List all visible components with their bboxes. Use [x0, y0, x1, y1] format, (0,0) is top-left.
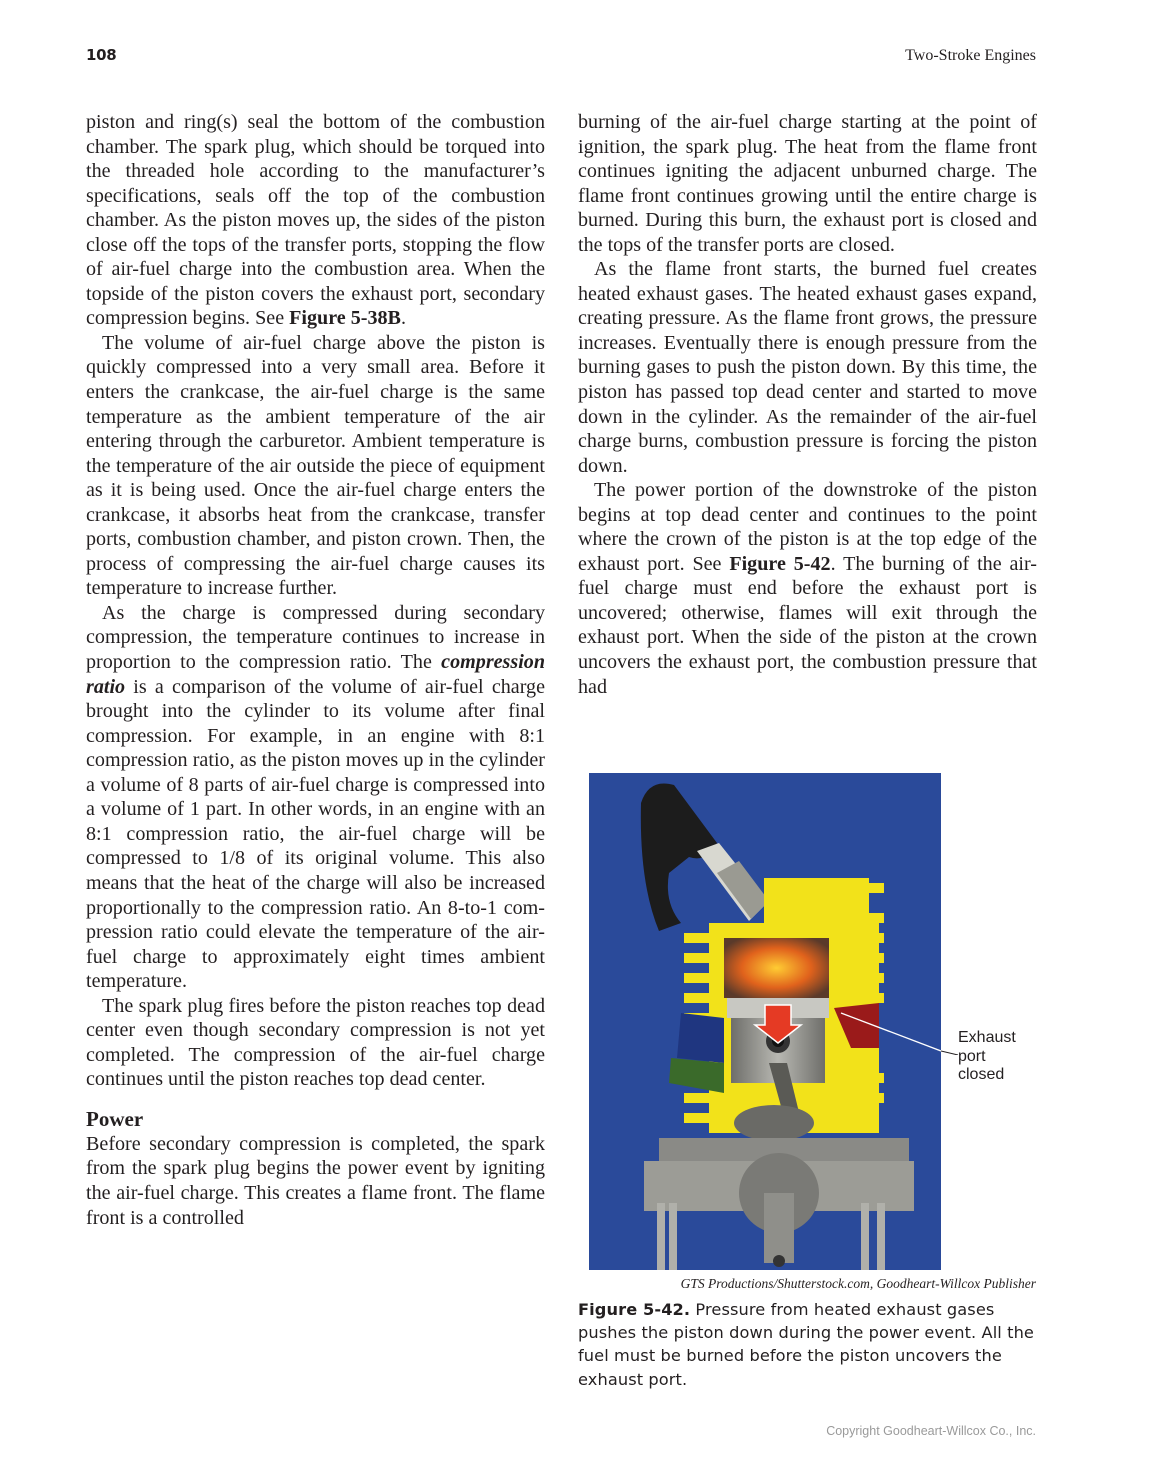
paragraph: piston and ring(s) seal the bottom of the combustion chamber. The spark plug, which should be torqued into the threaded hole according to the manufacturer’s specifications, seals off the top of the combustion chamber. As the piston moves up, the sides of the piston close off the tops of the transfer ports, stopping the flow of air-fuel charge into the combustion area. When the topside of the piston covers the exhaust port, secondary compression begins. See Figure 5-38B.: [86, 111, 545, 330]
paragraph: The volume of air-fuel charge above the piston is quickly compressed into a very small area. Before it enters the crankcase, the air-fuel charge is the same temperature as the ambient temperature of the air entering through the carburetor. Ambient temperature is the temperature of the air outside the piece of equipment as it is being used. Once the air-fuel charge enters the crankcase, it absorbs heat from the crankcase, transfer ports, combustion chamber, and piston crown. Then, the process of compressing the air-fuel charge causes its temperature to increase further.: [86, 331, 545, 600]
paragraph: The spark plug fires before the piston reaches top dead center even though secondary compression is not yet completed. The compression of the air-fuel charge continues until the piston reaches top dead center.: [86, 994, 545, 1091]
callout-leader-line: [941, 1045, 959, 1055]
running-head: Two-Stroke Engines: [905, 47, 1036, 64]
paragraph: burning of the air-fuel charge starting at the point of ignition, the spark plug. The heat from the flame front continues igniting the adjacent unburned charge. The flame front continues growing until the entire charge is burned. During this burn, the exhaust port is closed and the tops of the transfer ports are closed.: [578, 111, 1037, 256]
figure-label: Figure 5-42.: [578, 1300, 691, 1319]
key-term: compression ratio: [86, 651, 545, 698]
paragraph: Before secondary compression is completed, the spark from the spark plug begins the power event by igniting the air-fuel charge. This creates a flame front. The flame front is a controlled: [86, 1132, 545, 1229]
paragraph: The power portion of the downstroke of the piston begins at top dead center and continues to the point where the crown of the piston is at the top edge of the exhaust port. See Figure 5-42. The burning of the air-fuel charge must end before the exhaust port is uncovered; otherwise, flames will exit through the exhaust port. When the side of the piston at the crown uncovers the exhaust port, the combustion pressure that had: [578, 479, 1037, 698]
figure-reference: Figure 5-38B: [289, 307, 401, 330]
photo-credit: GTS Productions/Shutterstock.com, Goodheart-Willcox Publisher: [680, 1276, 1036, 1291]
page-number: 108: [86, 46, 117, 64]
section-heading: Power: [86, 1106, 144, 1131]
paragraph: As the flame front starts, the burned fuel creates heated exhaust gases. The heated exhaust gases expand, creating pressure. As the flame front grows, the pressure increases. Eventually there is enough pressure from the burning gases to push the piston down. By this time, the piston has passed top dead center and started to move down in the cylinder. As the remainder of the air-fuel charge burns, combustion pressure is forcing the piston down.: [578, 258, 1037, 477]
left-column: [86, 110, 545, 1230]
figure-reference: Figure 5-42: [729, 552, 831, 575]
engine-cutaway-photo: [589, 773, 941, 1270]
paragraph: As the charge is compressed during secondary compression, the temperature continues to increase in proportion to the compression ratio. The compression ratio is a comparison of the volume of air-fuel charge brought into the cylinder to its volume after final compression. For example, in an engine with 8:1 compression ratio, as the piston moves up in the cylinder a volume of 8 parts of air-fuel charge is compressed into a volume of 1 part. In other words, in an engine with an 8:1 compression ratio, the air-fuel charge will be compressed to 1/8 of its original volume. This also means that the heat of the charge will also be increased proportionally to the compression ratio. An 8-to-1 compression ratio could elevate the temperature of the air-fuel charge to approximately eight times ambient temperature.: [86, 601, 545, 993]
right-column: [578, 110, 1037, 699]
copyright-notice: Copyright Goodheart-Willcox Co., Inc.: [826, 1424, 1036, 1438]
figure-caption: Figure 5-42. Pressure from heated exhaust gases pushes the piston down during the power event. All the fuel must be burned before the piston uncovers the exhaust port.: [578, 1300, 1034, 1389]
exhaust-port-callout: Exhaust port closed: [958, 1029, 1016, 1083]
